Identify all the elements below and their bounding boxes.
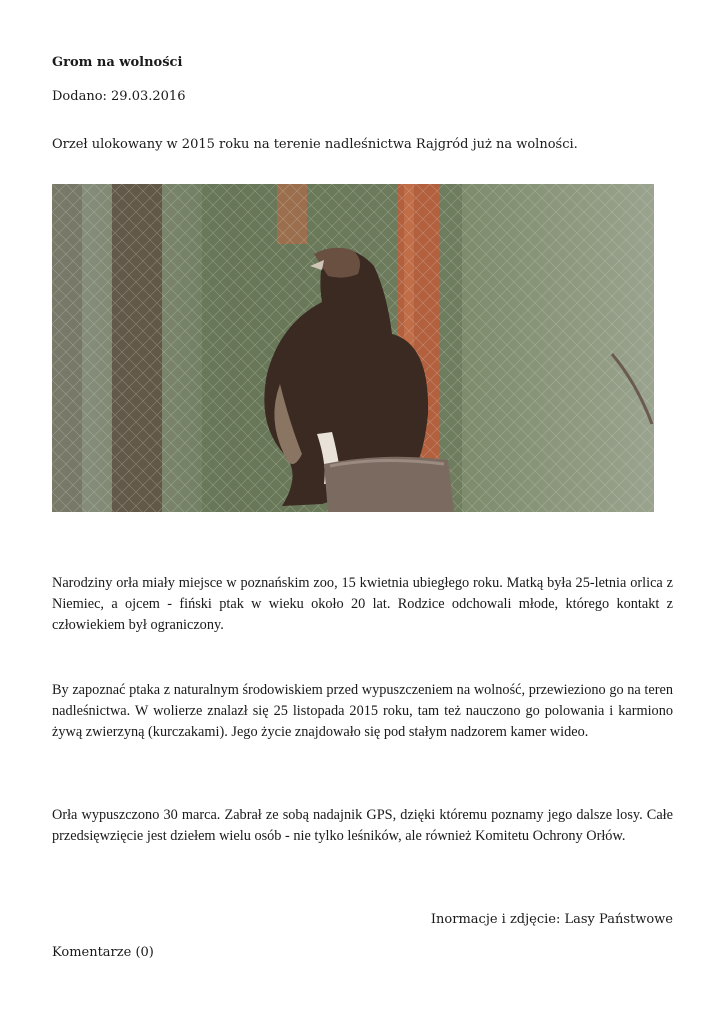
- paragraph-birth: Narodziny orła miały miejsce w poznańskim zoo, 15 kwietnia ubiegłego roku. Matką była 25-letnia orlica z Niemiec, a ojcem - fiński ptak w wieku około 20 lat. Rodzice odchowali młode, którego kontakt z człowiekiem był ograniczony.: [52, 575, 673, 633]
- publish-date: Dodano: 29.03.2016: [52, 89, 186, 104]
- eagle-illustration: [52, 184, 654, 512]
- photo-credit: Inormacje i zdjęcie: Lasy Państwowe: [430, 912, 673, 927]
- comments-link[interactable]: Komentarze (0): [52, 945, 154, 960]
- paragraph-release: Orła wypuszczono 30 marca. Zabrał ze sobą nadajnik GPS, dzięki któremu poznamy jego dalsze losy. Całe przedsięwzięcie jest dziełem wielu osób - nie tylko leśników, ale również Komitetu Ochrony Orłów.: [52, 807, 673, 844]
- article-lead: Orzeł ulokowany w 2015 roku na terenie nadleśnictwa Rajgród już na wolności.: [52, 137, 578, 152]
- paragraph-aviary: By zapoznać ptaka z naturalnym środowiskiem przed wypuszczeniem na wolność, przewieziono go na teren nadleśnictwa. W wolierze znalazł się 25 listopada 2015 roku, tam też nauczono go polowania i karmiono żywą zwierzyną (kurczakami). Jego życie znajdowało się pod stałym nadzorem kamer wideo.: [52, 682, 673, 740]
- article-title: Grom na wolności: [52, 55, 183, 70]
- eagle-photo: [52, 184, 654, 512]
